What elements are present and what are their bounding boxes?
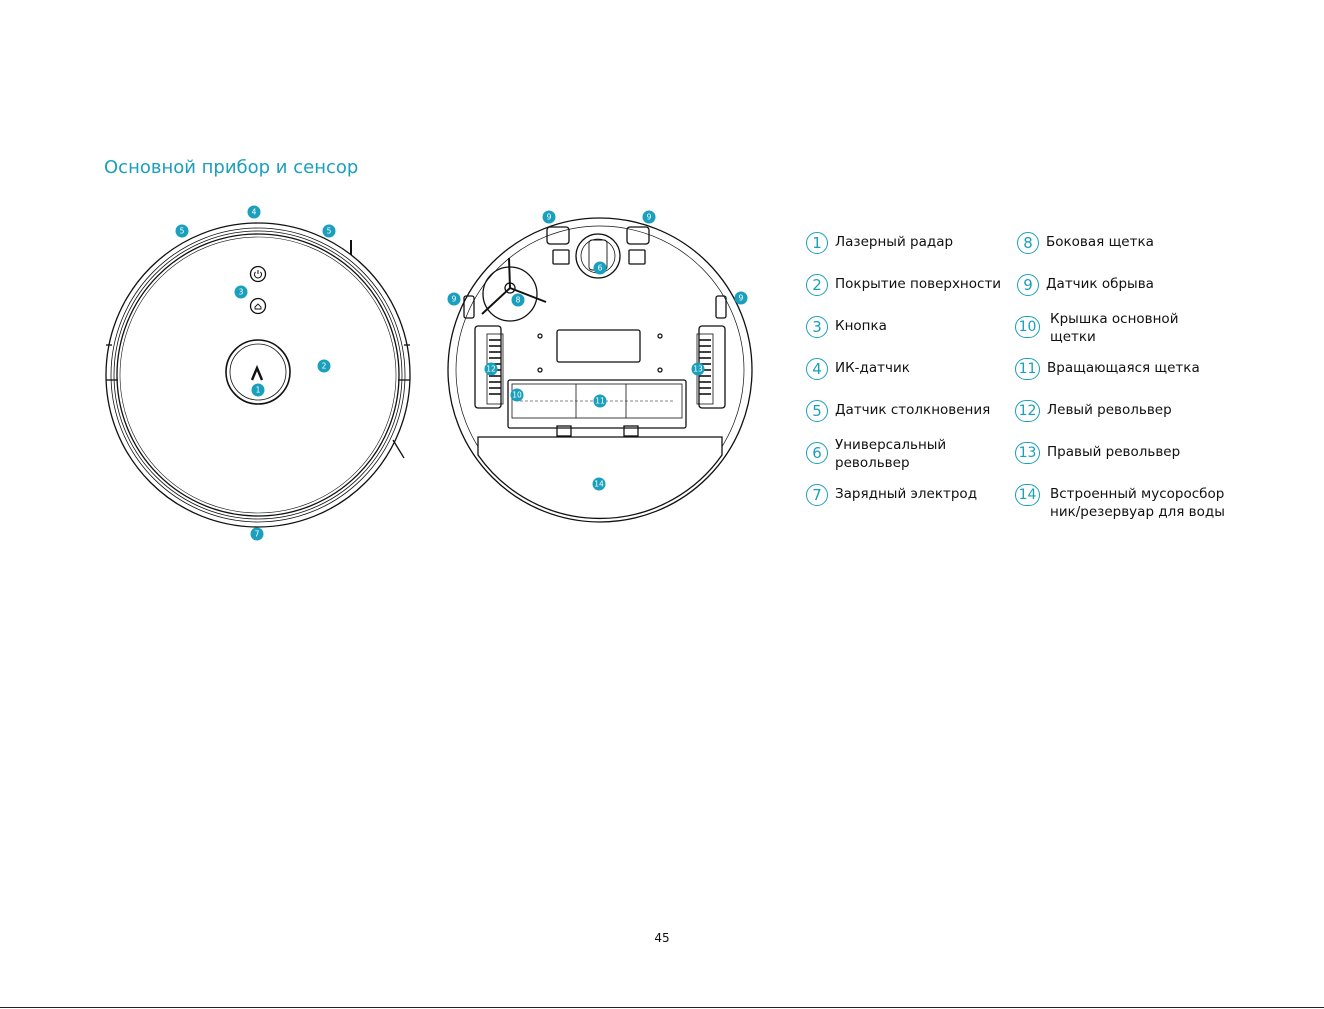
marker-14 [593, 478, 606, 491]
legend-num: 13 [1015, 442, 1040, 464]
section-title: Основной прибор и сенсор [104, 157, 359, 178]
marker-11 [594, 395, 607, 408]
legend-num: 2 [806, 274, 828, 296]
svg-text:3: 3 [238, 287, 244, 297]
robot-top-view [106, 223, 410, 527]
marker-9-left [448, 293, 461, 306]
legend-label: Универсальный револьвер [835, 437, 947, 471]
legend-label: Датчик обрыва [1046, 276, 1154, 292]
legend-label: Кнопка [835, 318, 887, 334]
svg-text:11: 11 [595, 396, 605, 406]
svg-text:8: 8 [515, 295, 521, 305]
svg-text:9: 9 [646, 212, 652, 222]
legend-num: 12 [1015, 400, 1040, 422]
legend-num: 3 [806, 316, 828, 338]
legend-num: 6 [806, 442, 828, 464]
legend-label: Покрытие поверхности [835, 276, 1002, 292]
legend-num: 10 [1015, 316, 1040, 338]
marker-8 [512, 294, 525, 307]
svg-text:1: 1 [255, 385, 261, 395]
legend-label: Встроенный мусоросборник/резервуар для воды [1050, 486, 1225, 520]
svg-text:14: 14 [594, 479, 604, 489]
marker-10 [511, 389, 524, 402]
marker-9-top-left [543, 211, 556, 224]
legend-label: Вращающаяся щетка [1047, 360, 1200, 376]
marker-12 [485, 363, 498, 376]
wheel-treads [489, 340, 711, 394]
marker-4 [248, 206, 261, 219]
legend-num: 4 [806, 358, 828, 380]
legend-label: Зарядный электрод [835, 486, 978, 502]
marker-7 [251, 528, 264, 541]
svg-text:9: 9 [738, 293, 744, 303]
bottom-rule [0, 1007, 1324, 1008]
legend-label: ИК-датчик [835, 360, 910, 376]
legend-num: 9 [1017, 274, 1039, 296]
marker-5-left [176, 225, 189, 238]
legend-label: Лазерный радар [835, 234, 954, 250]
legend-label: Левый револьвер [1047, 402, 1172, 418]
legend-num: 11 [1015, 358, 1040, 380]
marker-2 [318, 360, 331, 373]
legend-label: Правый револьвер [1047, 444, 1181, 460]
marker-6 [594, 262, 607, 275]
svg-text:12: 12 [486, 364, 496, 374]
legend-num: 14 [1015, 484, 1040, 506]
page-number: 45 [654, 931, 670, 945]
svg-text:7: 7 [254, 529, 260, 539]
marker-13 [692, 363, 705, 376]
marker-9-right [735, 292, 748, 305]
legend-num: 1 [806, 232, 828, 254]
svg-text:9: 9 [451, 294, 457, 304]
marker-5-right [323, 225, 336, 238]
svg-text:10: 10 [512, 390, 522, 400]
legend-num: 7 [806, 484, 828, 506]
svg-text:6: 6 [597, 263, 603, 273]
svg-text:9: 9 [546, 212, 552, 222]
marker-3 [235, 286, 248, 299]
legend-num: 5 [806, 400, 828, 422]
svg-text:5: 5 [326, 226, 332, 236]
legend-label: Датчик столкновения [835, 402, 991, 418]
svg-text:2: 2 [321, 361, 327, 371]
svg-text:4: 4 [251, 207, 257, 217]
legend-label: Крышка основной щетки [1050, 311, 1179, 345]
svg-text:5: 5 [179, 226, 185, 236]
legend-label: Боковая щетка [1046, 234, 1154, 250]
marker-9-top-right [643, 211, 656, 224]
svg-text:13: 13 [693, 364, 703, 374]
legend-num: 8 [1017, 232, 1039, 254]
marker-1 [252, 384, 265, 397]
